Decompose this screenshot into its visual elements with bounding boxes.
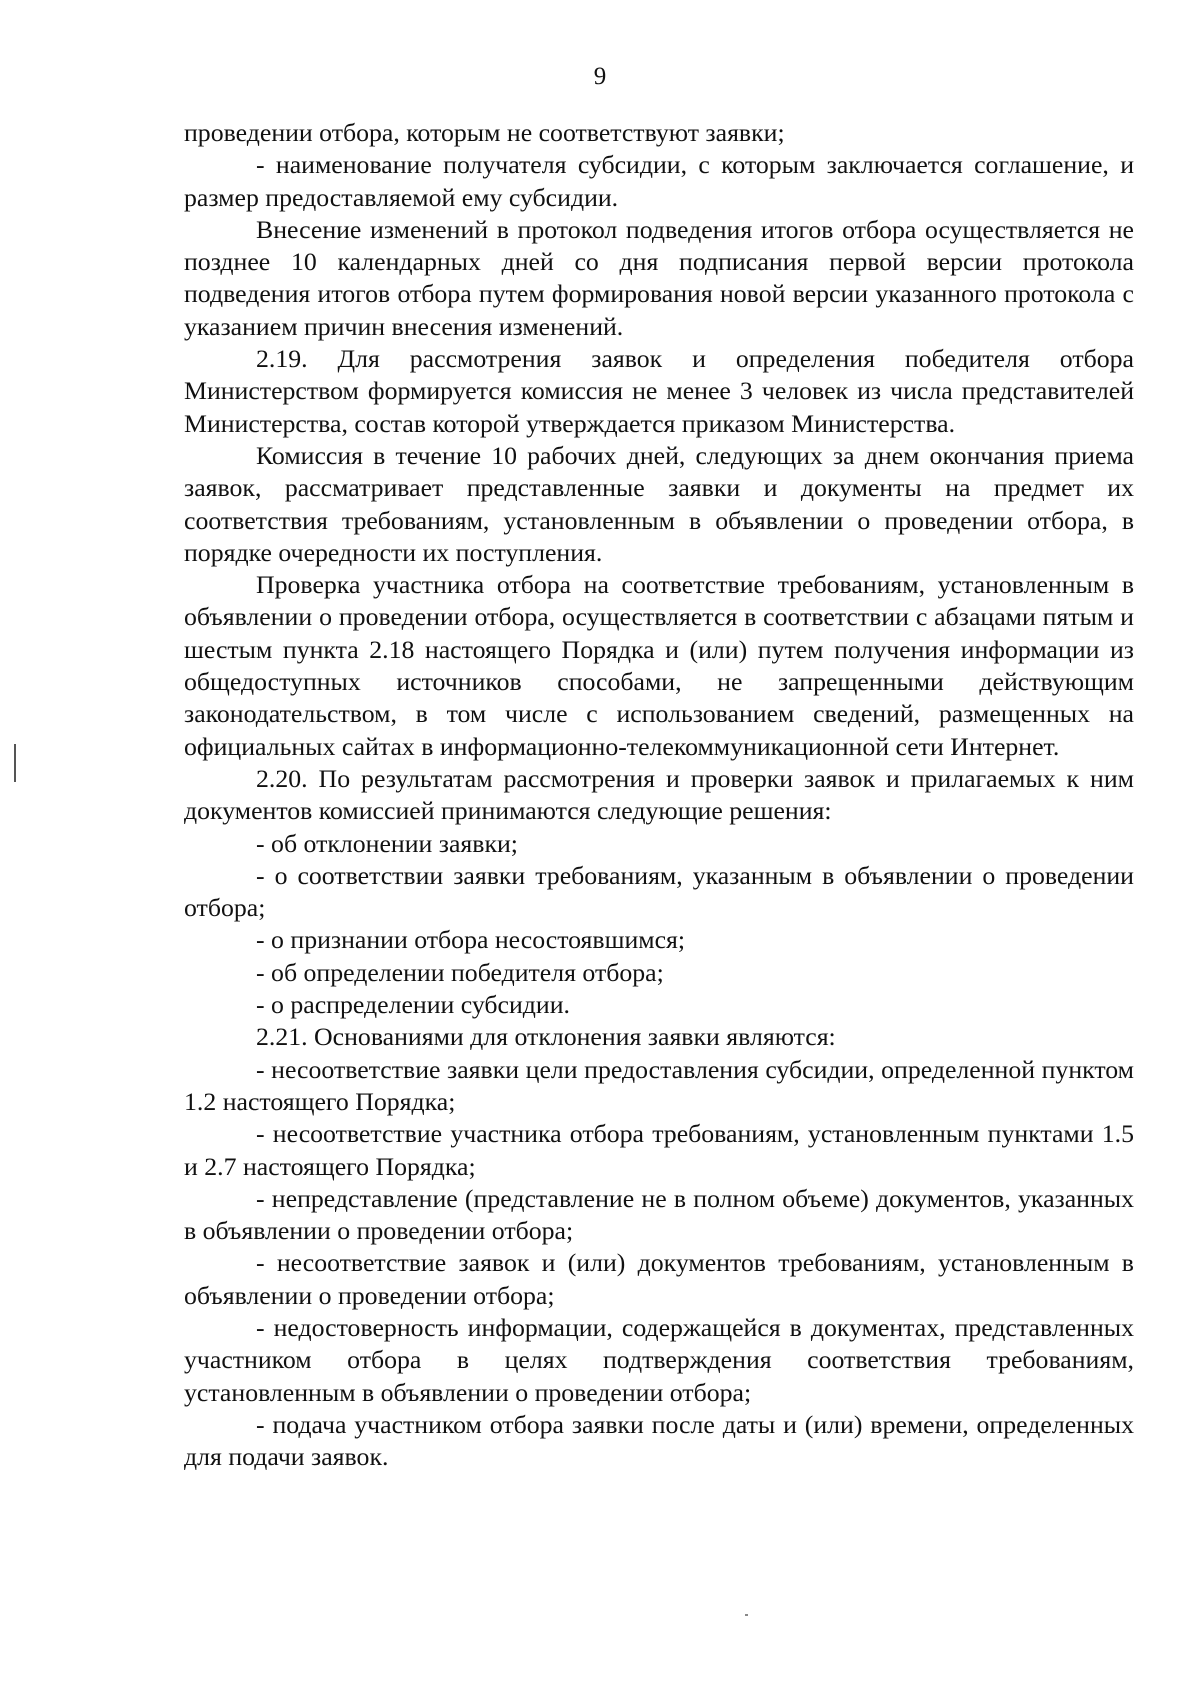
- scan-edge-mark: [14, 744, 16, 782]
- list-item-decision-failed: - о признании отбора несостоявшимся;: [256, 925, 686, 955]
- list-item-reason-goal: - несоответствие заявки цели предоставления субсидии, определенной пунктом 1.2 настоящего Порядка;: [184, 1054, 1134, 1116]
- paragraph-participant-check: Проверка участника отбора на соответствие требованиям, установленным в объявлении о проведении отбора, осуществляется в соответствии с абзацами пятым и шестым пункта 2.18 настоящего Порядка и (или) путем получения информации из общедоступных источников способами, не запрещенными действующим законодательством, в том числе с использованием сведений, размещенных на официальных сайтах в информационно-телекоммуникационной сети Интернет.: [184, 570, 1134, 761]
- page-number: 9: [593, 63, 607, 90]
- list-item-reason-late-submission: - подача участником отбора заявки после даты и (или) времени, определенных для подачи заявок.: [184, 1409, 1134, 1472]
- paragraph-2-19: 2.19. Для рассмотрения заявок и определения победителя отбора Министерством формируется комиссия не менее 3 человек из числа представителей Министерства, состав которой утверждается приказом Министерства.: [184, 344, 1134, 438]
- list-item-reason-false-info: - недостоверность информации, содержащейся в документах, представленных участником отбора в целях подтверждения соответствия требованиям, установленным в объявлении о проведении отбора;: [184, 1312, 1134, 1407]
- scan-speck: [745, 1614, 748, 1616]
- list-item-recipient-name: - наименование получателя субсидии, с которым заключается соглашение, и размер предоставляемой ему субсидии.: [184, 150, 1134, 212]
- paragraph-protocol-changes: Внесение изменений в протокол подведения итогов отбора осуществляется не позднее 10 календарных дней со дня подписания первой версии протокола подведения итогов отбора путем формирования новой версии указанного протокола с указанием причин внесения изменений.: [184, 214, 1134, 341]
- paragraph-continuation: проведении отбора, которым не соответствуют заявки;: [184, 118, 785, 147]
- document-body: [184, 117, 1134, 1473]
- paragraph-commission-review: Комиссия в течение 10 рабочих дней, следующих за днем окончания приема заявок, рассматривает представленные заявки и документы на предмет их соответствия требованиям, установленным в объявлении о проведении отбора, в порядке очередности их поступления.: [184, 440, 1134, 567]
- list-item-decision-reject: - об отклонении заявки;: [256, 828, 518, 858]
- list-item-reason-documents-missing: - непредставление (представление не в полном объеме) документов, указанных в объявлении о проведении отбора;: [184, 1183, 1134, 1246]
- paragraph-2-20: 2.20. По результатам рассмотрения и проверки заявок и прилагаемых к ним документов комиссией принимаются следующие решения:: [184, 763, 1134, 826]
- list-item-reason-documents-mismatch: - несоответствие заявок и (или) документов требованиям, установленным в объявлении о проведении отбора;: [184, 1248, 1134, 1310]
- list-item-decision-compliance: - о соответствии заявки требованиям, указанным в объявлении о проведении отбора;: [184, 860, 1134, 923]
- paragraph-2-21: 2.21. Основаниями для отклонения заявки являются:: [256, 1022, 836, 1052]
- list-item-decision-winner: - об определении победителя отбора;: [256, 957, 664, 987]
- list-item-decision-distribution: - о распределении субсидии.: [256, 990, 570, 1020]
- list-item-reason-participant: - несоответствие участника отбора требованиям, установленным пунктами 1.5 и 2.7 настоящего Порядка;: [184, 1119, 1134, 1181]
